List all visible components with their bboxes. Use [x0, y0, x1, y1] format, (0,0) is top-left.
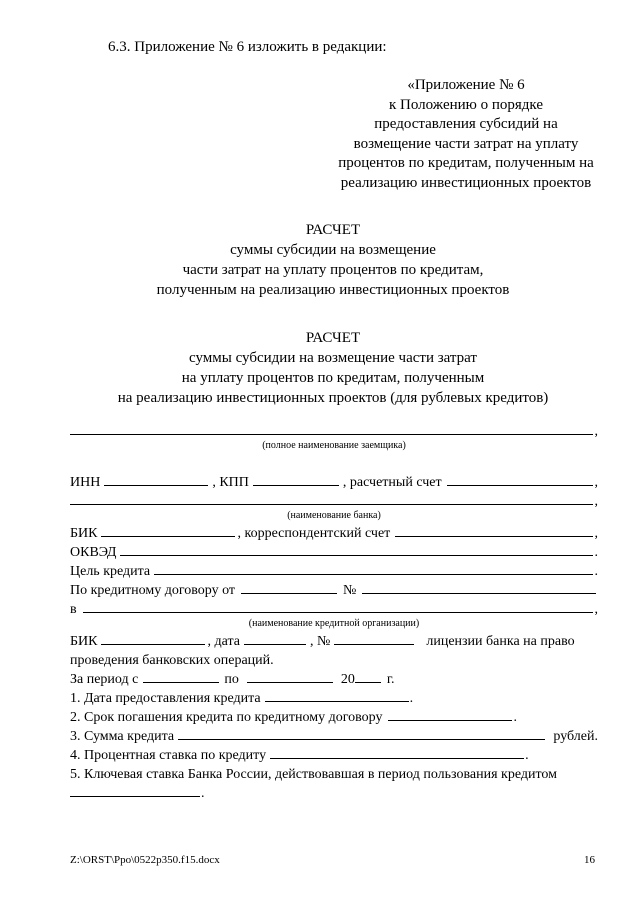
heading-line: полученным на реализацию инвестиционных проектов [156, 282, 510, 298]
heading-title: РАСЧЕТ [305, 330, 361, 346]
inn-row: ИНН , КПП , расчетный счет , [70, 475, 598, 490]
bik-field[interactable] [101, 524, 235, 537]
bik-label: БИК [70, 526, 98, 541]
contract-label: По кредитному договору от [70, 583, 236, 598]
item-1-row: 1. Дата предоставления кредита . [70, 691, 414, 706]
item-3-unit: рублей. [553, 729, 598, 744]
appendix-header [320, 76, 612, 193]
account-field[interactable] [447, 473, 593, 486]
item-3-label: 3. Сумма кредита [70, 729, 175, 744]
bank-name-field[interactable] [70, 492, 593, 505]
footer-file-path: Z:\ORST\Ppo\0522p350.f15.docx [70, 854, 220, 866]
heading-title: РАСЧЕТ [305, 222, 361, 238]
borrower-name-field[interactable] [70, 422, 593, 435]
contract-number-sign: № [343, 583, 357, 598]
license-text: лицензии банка на право [426, 634, 575, 649]
appendix-line: к Положению о порядке [389, 96, 543, 113]
corr-account-label: , корреспондентский счет [237, 526, 391, 541]
account-label: , расчетный счет [342, 475, 442, 490]
bik2-label: БИК [70, 634, 98, 649]
heading-line: на реализацию инвестиционных проектов (для рублевых кредитов) [117, 390, 549, 406]
period-year-field[interactable] [355, 670, 381, 683]
purpose-row: Цель кредита . [70, 564, 598, 579]
license-date-field[interactable] [244, 632, 306, 645]
bank-name-row: , [70, 492, 598, 511]
bank-caption: (наименование банка) [287, 510, 381, 521]
period-to-label: по [224, 672, 239, 687]
item-5-label: 5. Ключевая ставка Банка России, действовавшая в период пользования кредитом [70, 767, 558, 782]
item-2-row: 2. Срок погашения кредита по кредитному договору . [70, 710, 517, 725]
period-to-field[interactable] [247, 670, 333, 683]
item-4-field[interactable] [270, 746, 524, 759]
page-number: 16 [584, 854, 595, 866]
bik-row: БИК , корреспондентский счет , [70, 526, 598, 541]
date-label: , дата [207, 634, 240, 649]
heading-line: суммы субсидии на возмещение части затрат [189, 350, 477, 366]
bik2-field[interactable] [101, 632, 205, 645]
item-5-row: . [70, 784, 205, 803]
period-from-field[interactable] [143, 670, 219, 683]
heading-block-2 [60, 328, 606, 408]
license-number-field[interactable] [334, 632, 414, 645]
purpose-label: Цель кредита [70, 564, 151, 579]
okved-row: ОКВЭД . [70, 545, 598, 560]
item-4-row: 4. Процентная ставка по кредиту . [70, 748, 529, 763]
credit-org-field[interactable] [83, 600, 593, 613]
okved-field[interactable] [120, 543, 592, 556]
license-number-sign: № [316, 634, 331, 649]
item-2-field[interactable] [388, 708, 512, 721]
item-4-label: 4. Процентная ставка по кредиту [70, 748, 267, 763]
okved-label: ОКВЭД [70, 545, 117, 560]
license-text-2: проведения банковских операций. [70, 653, 274, 668]
appendix-line: «Приложение № 6 [407, 77, 525, 93]
item-2-label: 2. Срок погашения кредита по кредитному договору [70, 710, 383, 725]
in-label: в [70, 602, 77, 617]
inn-label: ИНН [70, 475, 101, 490]
period-year-suffix: г. [386, 672, 395, 687]
appendix-line: предоставления субсидий на [374, 116, 558, 132]
kpp-field[interactable] [253, 473, 339, 486]
heading-line: суммы субсидии на возмещение [230, 242, 436, 258]
appendix-line: возмещение части затрат на уплату [353, 135, 579, 152]
purpose-field[interactable] [154, 562, 592, 575]
contract-number-field[interactable] [362, 581, 596, 594]
credit-org-caption: (наименование кредитной организации) [248, 618, 420, 629]
heading-line: части затрат на уплату процентов по кредитам, [182, 262, 484, 278]
item-3-row [70, 727, 598, 746]
contract-date-field[interactable] [241, 581, 337, 594]
heading-line: на уплату процентов по кредитам, полученным [181, 370, 485, 386]
appendix-line: реализацию инвестиционных проектов [340, 174, 592, 191]
item-1-field[interactable] [265, 689, 409, 702]
item-1-label: 1. Дата предоставления кредита [70, 691, 261, 706]
credit-org-row: в , [70, 602, 598, 617]
period-from-label: За период с [70, 672, 139, 687]
item-3-field[interactable] [178, 727, 545, 740]
kpp-label: , КПП [212, 475, 249, 490]
bik2-row: БИК , дата , № лицензии банка на право [70, 634, 575, 649]
contract-row [70, 581, 598, 600]
borrower-name-row: , [70, 422, 598, 441]
period-year-label: 20 [340, 672, 355, 687]
heading-block-1 [100, 220, 566, 300]
item-5-field[interactable] [70, 784, 200, 797]
period-row [70, 670, 395, 689]
appendix-line: процентов по кредитам, полученным на [338, 155, 594, 171]
borrower-caption: (полное наименование заемщика) [262, 440, 406, 451]
corr-account-field[interactable] [395, 524, 592, 537]
inn-field[interactable] [104, 473, 208, 486]
intro-text: 6.3. Приложение № 6 изложить в редакции: [108, 39, 387, 55]
